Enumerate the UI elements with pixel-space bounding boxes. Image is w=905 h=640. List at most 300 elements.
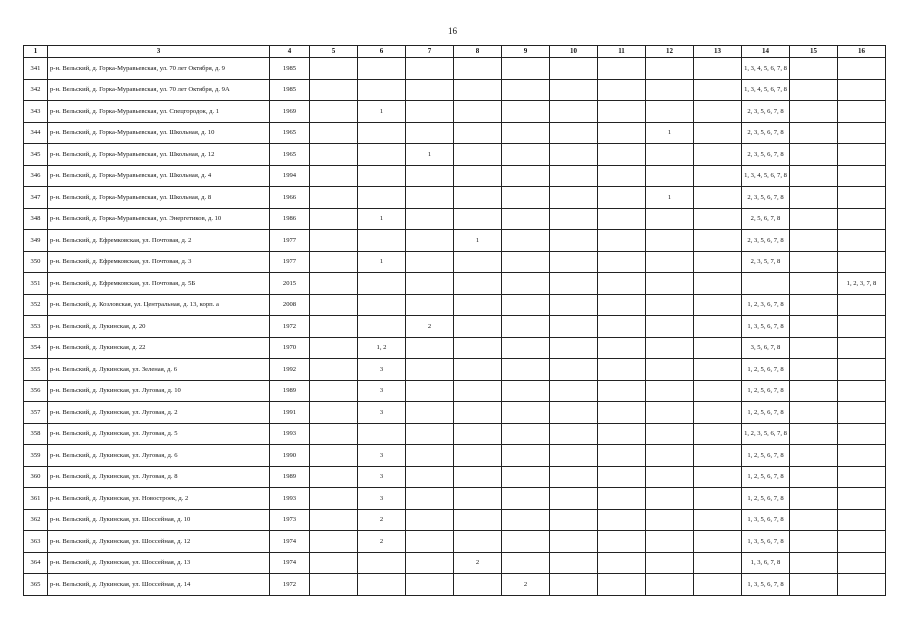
col-9-cell [502, 423, 550, 445]
year-cell: 1989 [270, 466, 310, 488]
year-cell: 1965 [270, 144, 310, 166]
col-5-cell [310, 380, 358, 402]
row-number: 349 [24, 230, 48, 252]
table-row [24, 337, 886, 359]
table-row [24, 230, 886, 252]
col-7-cell [406, 466, 454, 488]
col-12-cell [646, 273, 694, 295]
col-6-cell [358, 122, 406, 144]
col-14-cell: 2, 3, 5, 6, 7, 8 [742, 101, 790, 123]
col-14-cell: 3, 5, 6, 7, 8 [742, 337, 790, 359]
year-cell: 1991 [270, 402, 310, 424]
col-16-cell [838, 79, 886, 101]
col-11-cell [598, 230, 646, 252]
row-number: 360 [24, 466, 48, 488]
table-header [24, 46, 886, 58]
col-9-cell [502, 144, 550, 166]
col-13-cell [694, 552, 742, 574]
col-13-cell [694, 316, 742, 338]
col-16-cell [838, 58, 886, 80]
col-5-cell [310, 79, 358, 101]
col-9-cell [502, 380, 550, 402]
col-11-cell [598, 316, 646, 338]
col-8-cell [454, 402, 502, 424]
page-number: 16 [448, 26, 457, 36]
row-number: 350 [24, 251, 48, 273]
year-cell: 1990 [270, 445, 310, 467]
col-11-cell [598, 165, 646, 187]
col-8-cell: 2 [454, 552, 502, 574]
col-9-cell [502, 294, 550, 316]
col-12-cell [646, 531, 694, 553]
col-7-cell [406, 488, 454, 510]
col-10-cell [550, 101, 598, 123]
col-8-cell [454, 359, 502, 381]
col-5-cell [310, 466, 358, 488]
col-7-cell [406, 423, 454, 445]
row-number: 363 [24, 531, 48, 553]
table-row [24, 574, 886, 596]
col-8-cell [454, 445, 502, 467]
row-number: 362 [24, 509, 48, 531]
table-row [24, 316, 886, 338]
col-16-cell: 1, 2, 3, 7, 8 [838, 273, 886, 295]
col-14-cell: 2, 3, 5, 7, 8 [742, 251, 790, 273]
col-11-cell [598, 445, 646, 467]
col-16-cell [838, 208, 886, 230]
address-cell: р-н. Вельский, д. Горка-Муравьевская, ул. Школьная, д. 10 [48, 122, 270, 144]
col-12-cell [646, 79, 694, 101]
col-5-cell [310, 423, 358, 445]
col-7-cell: 1 [406, 144, 454, 166]
col-11-cell [598, 509, 646, 531]
col-12-cell [646, 230, 694, 252]
col-15-cell [790, 380, 838, 402]
year-cell: 1966 [270, 187, 310, 209]
col-7-cell [406, 359, 454, 381]
col-10-cell [550, 531, 598, 553]
col-14-cell [742, 273, 790, 295]
col-6-cell: 2 [358, 509, 406, 531]
col-13-cell [694, 208, 742, 230]
col-8-cell [454, 79, 502, 101]
col-7-cell [406, 122, 454, 144]
col-13-cell [694, 294, 742, 316]
col-11-cell [598, 187, 646, 209]
col-12-cell [646, 101, 694, 123]
col-6-cell: 1 [358, 208, 406, 230]
address-cell: р-н. Вельский, д. Лукинская, д. 20 [48, 316, 270, 338]
year-cell: 1969 [270, 101, 310, 123]
col-16-cell [838, 230, 886, 252]
col-12-cell: 1 [646, 187, 694, 209]
col-6-cell [358, 316, 406, 338]
address-cell: р-н. Вельский, д. Лукинская, д. 22 [48, 337, 270, 359]
col-14-cell: 2, 3, 5, 6, 7, 8 [742, 122, 790, 144]
col-15-cell [790, 165, 838, 187]
col-16-cell [838, 509, 886, 531]
col-9-cell [502, 58, 550, 80]
col-16-cell [838, 445, 886, 467]
col-10-cell [550, 552, 598, 574]
col-16-cell [838, 187, 886, 209]
col-7-cell [406, 402, 454, 424]
column-header-15: 15 [790, 46, 838, 58]
col-10-cell [550, 316, 598, 338]
col-9-cell [502, 79, 550, 101]
address-cell: р-н. Вельский, д. Лукинская, ул. Шоссейная, д. 14 [48, 574, 270, 596]
row-number: 352 [24, 294, 48, 316]
col-7-cell [406, 101, 454, 123]
address-cell: р-н. Вельский, д. Лукинская, ул. Луговая, д. 2 [48, 402, 270, 424]
row-number: 348 [24, 208, 48, 230]
row-number: 354 [24, 337, 48, 359]
col-5-cell [310, 359, 358, 381]
col-15-cell [790, 101, 838, 123]
col-16-cell [838, 316, 886, 338]
col-12-cell [646, 337, 694, 359]
col-10-cell [550, 466, 598, 488]
year-cell: 1970 [270, 337, 310, 359]
col-5-cell [310, 58, 358, 80]
col-15-cell [790, 58, 838, 80]
col-15-cell [790, 574, 838, 596]
col-11-cell [598, 208, 646, 230]
address-cell: р-н. Вельский, д. Лукинская, ул. Шоссейная, д. 12 [48, 531, 270, 553]
col-7-cell [406, 574, 454, 596]
col-13-cell [694, 574, 742, 596]
col-7-cell [406, 208, 454, 230]
address-cell: р-н. Вельский, д. Лукинская, ул. Шоссейная, д. 13 [48, 552, 270, 574]
col-9-cell [502, 552, 550, 574]
table-row [24, 359, 886, 381]
col-10-cell [550, 488, 598, 510]
col-8-cell [454, 58, 502, 80]
column-header-16: 16 [838, 46, 886, 58]
table-row [24, 445, 886, 467]
col-9-cell [502, 509, 550, 531]
col-8-cell [454, 294, 502, 316]
col-6-cell [358, 294, 406, 316]
table-row [24, 294, 886, 316]
row-number: 341 [24, 58, 48, 80]
row-number: 342 [24, 79, 48, 101]
col-14-cell: 1, 3, 4, 5, 6, 7, 8 [742, 58, 790, 80]
col-6-cell [358, 273, 406, 295]
col-10-cell [550, 423, 598, 445]
year-cell: 1993 [270, 488, 310, 510]
col-8-cell [454, 380, 502, 402]
col-14-cell: 1, 2, 5, 6, 7, 8 [742, 445, 790, 467]
col-16-cell [838, 359, 886, 381]
col-9-cell [502, 359, 550, 381]
col-13-cell [694, 445, 742, 467]
col-7-cell [406, 509, 454, 531]
col-16-cell [838, 531, 886, 553]
col-13-cell [694, 101, 742, 123]
column-header-9: 9 [502, 46, 550, 58]
col-10-cell [550, 294, 598, 316]
col-13-cell [694, 165, 742, 187]
col-15-cell [790, 423, 838, 445]
col-12-cell [646, 208, 694, 230]
col-14-cell: 1, 3, 5, 6, 7, 8 [742, 509, 790, 531]
col-9-cell [502, 316, 550, 338]
address-cell: р-н. Вельский, д. Лукинская, ул. Зеленая, д. 6 [48, 359, 270, 381]
address-cell: р-н. Вельский, д. Лукинская, ул. Новостроек, д. 2 [48, 488, 270, 510]
col-14-cell: 1, 2, 3, 6, 7, 8 [742, 294, 790, 316]
address-cell: р-н. Вельский, д. Горка-Муравьевская, ул. 70 лет Октября, д. 9 [48, 58, 270, 80]
col-16-cell [838, 294, 886, 316]
col-13-cell [694, 122, 742, 144]
col-14-cell: 1, 3, 5, 6, 7, 8 [742, 531, 790, 553]
col-7-cell [406, 165, 454, 187]
col-7-cell [406, 294, 454, 316]
column-header-12: 12 [646, 46, 694, 58]
col-5-cell [310, 552, 358, 574]
col-6-cell: 3 [358, 402, 406, 424]
col-13-cell [694, 380, 742, 402]
year-cell: 1992 [270, 359, 310, 381]
col-7-cell: 2 [406, 316, 454, 338]
col-8-cell [454, 337, 502, 359]
table-row [24, 273, 886, 295]
table-row [24, 423, 886, 445]
col-10-cell [550, 445, 598, 467]
col-11-cell [598, 79, 646, 101]
col-12-cell [646, 402, 694, 424]
column-header-10: 10 [550, 46, 598, 58]
col-8-cell [454, 316, 502, 338]
col-12-cell [646, 380, 694, 402]
col-5-cell [310, 122, 358, 144]
col-8-cell [454, 101, 502, 123]
col-13-cell [694, 251, 742, 273]
col-5-cell [310, 445, 358, 467]
col-5-cell [310, 144, 358, 166]
col-12-cell [646, 316, 694, 338]
table-row [24, 187, 886, 209]
col-10-cell [550, 79, 598, 101]
table-row [24, 466, 886, 488]
row-number: 355 [24, 359, 48, 381]
col-16-cell [838, 144, 886, 166]
column-header-1: 1 [24, 46, 48, 58]
col-14-cell: 1, 3, 5, 6, 7, 8 [742, 316, 790, 338]
address-cell: р-н. Вельский, д. Козловская, ул. Центральная, д. 13, корп. а [48, 294, 270, 316]
col-16-cell [838, 552, 886, 574]
col-6-cell: 3 [358, 466, 406, 488]
row-number: 353 [24, 316, 48, 338]
table-row [24, 552, 886, 574]
col-9-cell [502, 101, 550, 123]
col-14-cell: 1, 2, 5, 6, 7, 8 [742, 359, 790, 381]
table-row [24, 101, 886, 123]
col-13-cell [694, 58, 742, 80]
col-14-cell: 1, 2, 3, 5, 6, 7, 8 [742, 423, 790, 445]
col-15-cell [790, 316, 838, 338]
col-12-cell [646, 251, 694, 273]
col-15-cell [790, 552, 838, 574]
col-9-cell [502, 488, 550, 510]
row-number: 361 [24, 488, 48, 510]
table-row [24, 79, 886, 101]
table-row [24, 122, 886, 144]
address-cell: р-н. Вельский, д. Лукинская, ул. Шоссейная, д. 10 [48, 509, 270, 531]
col-14-cell: 2, 3, 5, 6, 7, 8 [742, 230, 790, 252]
col-13-cell [694, 273, 742, 295]
col-12-cell [646, 423, 694, 445]
col-14-cell: 2, 3, 5, 6, 7, 8 [742, 187, 790, 209]
col-7-cell [406, 230, 454, 252]
col-15-cell [790, 402, 838, 424]
col-12-cell [646, 359, 694, 381]
col-14-cell: 1, 2, 5, 6, 7, 8 [742, 380, 790, 402]
col-5-cell [310, 230, 358, 252]
year-cell: 1977 [270, 251, 310, 273]
col-11-cell [598, 294, 646, 316]
col-12-cell [646, 165, 694, 187]
year-cell: 1986 [270, 208, 310, 230]
address-cell: р-н. Вельский, д. Горка-Муравьевская, ул. 70 лет Октября, д. 9А [48, 79, 270, 101]
col-9-cell [502, 531, 550, 553]
table-row [24, 531, 886, 553]
col-9-cell [502, 230, 550, 252]
col-9-cell [502, 122, 550, 144]
col-12-cell: 1 [646, 122, 694, 144]
column-header-3: 3 [48, 46, 270, 58]
col-6-cell [358, 230, 406, 252]
col-15-cell [790, 144, 838, 166]
col-7-cell [406, 58, 454, 80]
col-12-cell [646, 144, 694, 166]
year-cell: 1974 [270, 531, 310, 553]
col-9-cell [502, 251, 550, 273]
col-5-cell [310, 251, 358, 273]
col-13-cell [694, 187, 742, 209]
col-10-cell [550, 337, 598, 359]
year-cell: 1985 [270, 79, 310, 101]
col-15-cell [790, 208, 838, 230]
col-5-cell [310, 488, 358, 510]
col-5-cell [310, 294, 358, 316]
col-8-cell [454, 509, 502, 531]
col-11-cell [598, 337, 646, 359]
col-8-cell [454, 144, 502, 166]
row-number: 357 [24, 402, 48, 424]
row-number: 364 [24, 552, 48, 574]
row-number: 343 [24, 101, 48, 123]
col-15-cell [790, 466, 838, 488]
col-16-cell [838, 251, 886, 273]
col-16-cell [838, 380, 886, 402]
col-11-cell [598, 423, 646, 445]
col-7-cell [406, 337, 454, 359]
col-12-cell [646, 509, 694, 531]
col-12-cell [646, 445, 694, 467]
col-14-cell: 1, 3, 5, 6, 7, 8 [742, 574, 790, 596]
col-7-cell [406, 445, 454, 467]
table-row [24, 509, 886, 531]
col-9-cell [502, 466, 550, 488]
col-10-cell [550, 509, 598, 531]
col-15-cell [790, 359, 838, 381]
year-cell: 1993 [270, 423, 310, 445]
col-12-cell [646, 552, 694, 574]
col-13-cell [694, 402, 742, 424]
col-10-cell [550, 273, 598, 295]
col-16-cell [838, 466, 886, 488]
col-12-cell [646, 294, 694, 316]
col-6-cell [358, 79, 406, 101]
row-number: 365 [24, 574, 48, 596]
col-5-cell [310, 316, 358, 338]
col-5-cell [310, 337, 358, 359]
year-cell: 1985 [270, 58, 310, 80]
row-number: 351 [24, 273, 48, 295]
table-row [24, 58, 886, 80]
col-6-cell [358, 552, 406, 574]
col-16-cell [838, 574, 886, 596]
col-8-cell [454, 488, 502, 510]
col-6-cell: 3 [358, 445, 406, 467]
col-6-cell: 1, 2 [358, 337, 406, 359]
col-12-cell [646, 58, 694, 80]
col-14-cell: 2, 5, 6, 7, 8 [742, 208, 790, 230]
col-13-cell [694, 423, 742, 445]
address-cell: р-н. Вельский, д. Горка-Муравьевская, ул. Школьная, д. 4 [48, 165, 270, 187]
col-5-cell [310, 509, 358, 531]
col-6-cell: 2 [358, 531, 406, 553]
col-8-cell [454, 208, 502, 230]
col-8-cell [454, 273, 502, 295]
col-12-cell [646, 488, 694, 510]
col-8-cell [454, 466, 502, 488]
col-11-cell [598, 402, 646, 424]
col-10-cell [550, 58, 598, 80]
address-cell: р-н. Вельский, д. Лукинская, ул. Луговая, д. 8 [48, 466, 270, 488]
col-6-cell: 3 [358, 380, 406, 402]
col-6-cell: 3 [358, 488, 406, 510]
address-cell: р-н. Вельский, д. Лукинская, ул. Луговая, д. 10 [48, 380, 270, 402]
col-16-cell [838, 402, 886, 424]
row-number: 344 [24, 122, 48, 144]
col-10-cell [550, 187, 598, 209]
table-row [24, 380, 886, 402]
col-6-cell: 1 [358, 251, 406, 273]
col-15-cell [790, 445, 838, 467]
col-16-cell [838, 101, 886, 123]
col-8-cell [454, 187, 502, 209]
col-5-cell [310, 208, 358, 230]
row-number: 346 [24, 165, 48, 187]
col-5-cell [310, 187, 358, 209]
col-15-cell [790, 230, 838, 252]
year-cell: 2015 [270, 273, 310, 295]
row-number: 359 [24, 445, 48, 467]
year-cell: 1965 [270, 122, 310, 144]
col-15-cell [790, 187, 838, 209]
col-11-cell [598, 251, 646, 273]
col-15-cell [790, 337, 838, 359]
col-15-cell [790, 251, 838, 273]
col-16-cell [838, 337, 886, 359]
year-cell: 1972 [270, 316, 310, 338]
col-11-cell [598, 466, 646, 488]
column-header-4: 4 [270, 46, 310, 58]
row-number: 345 [24, 144, 48, 166]
col-6-cell: 1 [358, 101, 406, 123]
